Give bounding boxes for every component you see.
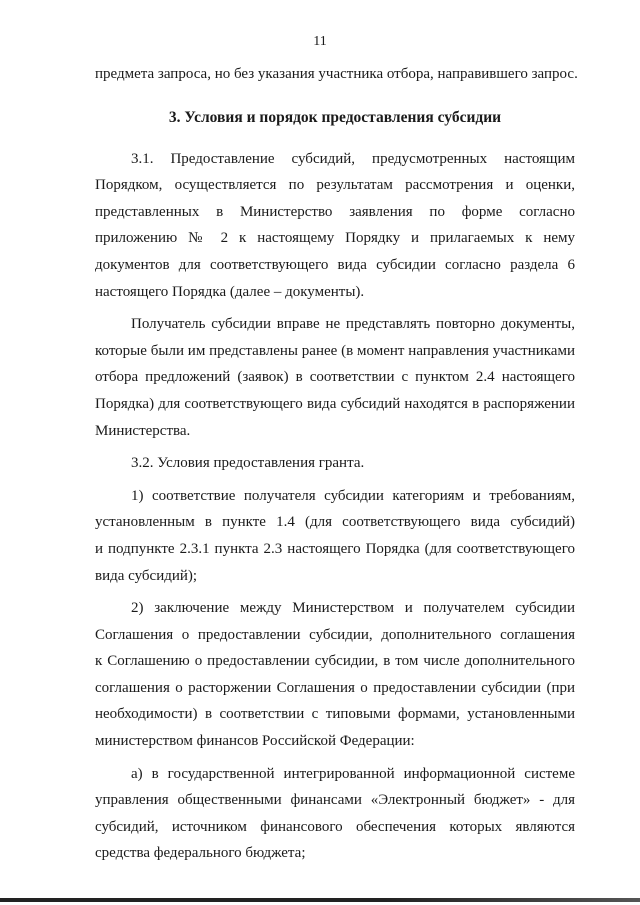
text-line: и подпункте 2.3.1 пункта 2.3 настоящего Порядка (для соответствующего bbox=[95, 540, 575, 557]
document-body bbox=[95, 61, 578, 867]
text-line: Порядка) для соответствующего вида субсидий находятся в распоряжении bbox=[95, 395, 575, 412]
text-line: средства федерального бюджета; bbox=[95, 845, 306, 862]
text-line: Получатель субсидии вправе не представлять повторно документы, bbox=[131, 316, 575, 333]
page-number: 11 bbox=[313, 34, 327, 49]
text-line: соглашения о расторжении Соглашения о предоставлении субсидии (при bbox=[95, 679, 575, 696]
section-heading: 3. Условия и порядок предоставления субсидии bbox=[168, 108, 502, 126]
text-line: субсидий, источником финансового обеспечения которых являются bbox=[95, 818, 575, 835]
text-line: 2) заключение между Министерством и получателем субсидии bbox=[131, 600, 575, 617]
text-line: отбора предложений (заявок) в соответствии с пунктом 2.4 настоящего bbox=[95, 369, 575, 386]
text-line: вида субсидий); bbox=[95, 567, 198, 584]
text-line: министерством финансов Российской Федерации: bbox=[95, 733, 415, 750]
text-line: 3.2. Условия предоставления гранта. bbox=[131, 455, 365, 472]
text-line: установленным в пункте 1.4 (для соответствующего вида субсидий) bbox=[95, 514, 575, 531]
text-line: которые были им представлены ранее (в момент направления участниками bbox=[95, 342, 575, 359]
text-line: к Соглашению о предоставлении субсидии, в том числе дополнительного bbox=[95, 653, 575, 670]
text-line: 1) соответствие получателя субсидии категориям и требованиям, bbox=[131, 487, 575, 504]
text-line: Порядком, осуществляется по результатам рассмотрения и оценки, bbox=[95, 177, 575, 194]
text-line: необходимости) в соответствии с типовыми формами, установленными bbox=[95, 706, 575, 723]
scan-edge bbox=[0, 898, 640, 902]
text-line: а) в государственной интегрированной информационной системе bbox=[131, 765, 575, 782]
text-line: управления общественными финансами «Электронный бюджет» - для bbox=[95, 792, 575, 809]
text-line: представленных в Министерство заявления по форме согласно bbox=[95, 203, 575, 220]
text-line: Министерства. bbox=[95, 422, 191, 439]
text-line: настоящего Порядка (далее – документы). bbox=[95, 283, 365, 300]
text-line: документов для соответствующего вида субсидии согласно раздела 6 bbox=[95, 256, 575, 273]
text-line: предмета запроса, но без указания участника отбора, направившего запрос. bbox=[95, 66, 578, 82]
text-line: Соглашения о предоставлении субсидии, дополнительного соглашения bbox=[95, 626, 575, 643]
text-line: приложению № 2 к настоящему Порядку и прилагаемых к нему bbox=[95, 230, 575, 247]
text-line: 3.1. Предоставление субсидий, предусмотренных настоящим bbox=[131, 150, 575, 167]
